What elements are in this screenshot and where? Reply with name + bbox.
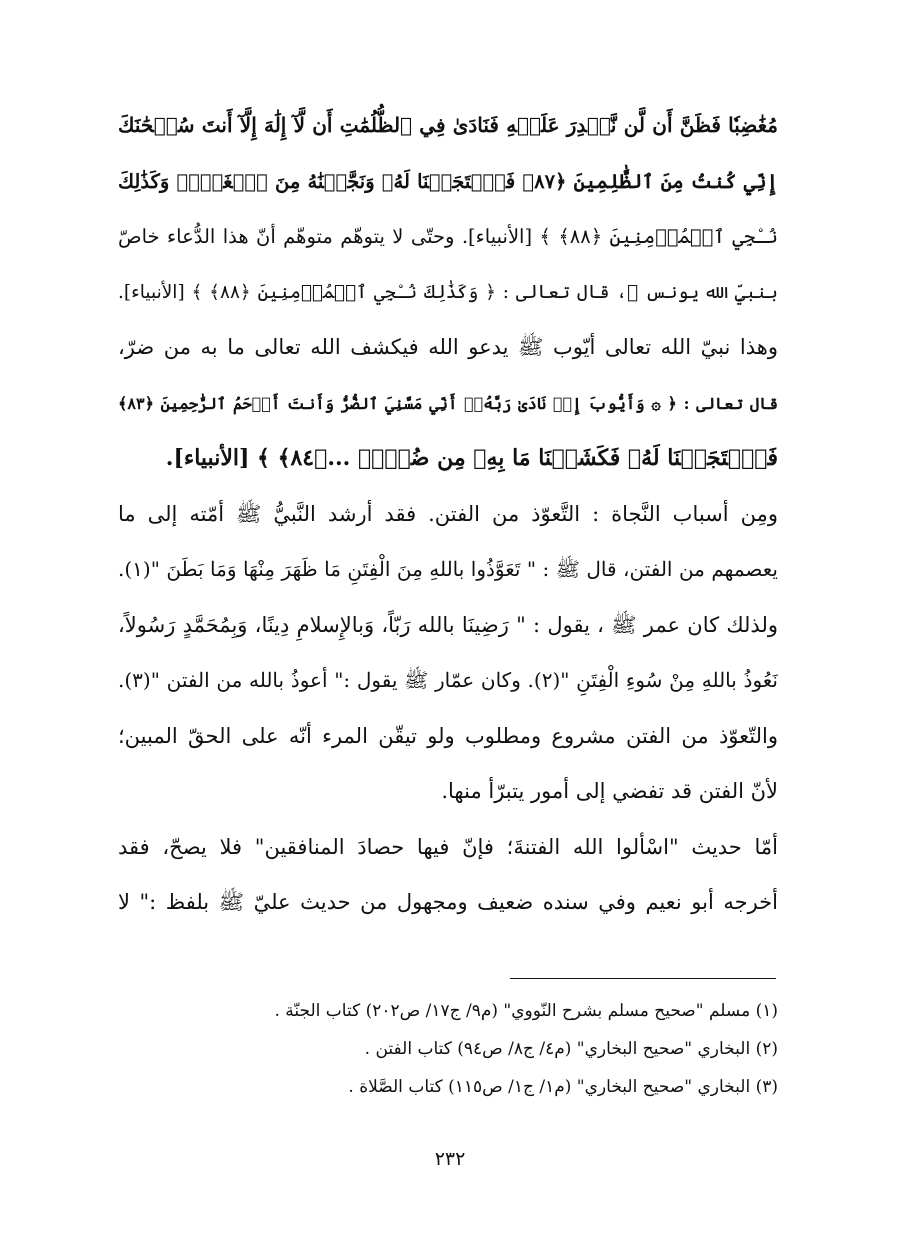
text-line: نَعُوذُ باللهِ مِنْ سُوءِ الْفِتَنِ "(٢). وكان عمّار ﷺ يقول :" أعوذُ بالله من الفتن "(٣). <box>118 668 778 692</box>
text-line: مُغَٰضِبٗا فَظَنَّ أَن لَّن نَّقۡدِرَ عَلَيۡهِ فَنَادَىٰ فِي ٱلظُّلُمَٰتِ أَن لَّآ إِلَٰهَ إِلَّآ أَنتَ سُبۡحَٰنَكَ <box>118 113 778 137</box>
text-line: بنبيِّ الله يونس ﷺ، قال تعالى : ﴿ وَكَذَٰلِكَ نُـۨجِي ٱلۡمُؤۡمِنِينَ ﴿٨٨﴾ ﴾ [الأنبياء]. <box>118 281 778 303</box>
text-line: قال تعالى : ﴿ ۞ وَأَيُّوبَ إِذۡ نَادَىٰ رَبَّهُۥٓ أَنِّي مَسَّنِيَ ٱلضُّرُّ وَأَنتَ أَرۡحَمُ ٱلرَّٰحِمِينَ ﴿٨٣﴾ <box>118 393 778 413</box>
text-line: ومِن أسباب النَّجاة : التَّعوّذ من الفتن. فقد أرشد النَّبيُّ ﷺ أمّته إلى ما <box>118 501 778 526</box>
footnote-3: (٣) البخاري "صحيح البخاري" (م١/ ج١/ ص١١٥) كتاب الصَّلاة . <box>348 1077 778 1097</box>
footnote-1: (١) مسلم "صحيح مسلم بشرح النّووي" (م٩/ ج١٧/ ص٢٠٢) كتاب الجنّة . <box>274 1001 778 1021</box>
text-line: نُـۨجِي ٱلۡمُؤۡمِنِينَ ﴿٨٨﴾ ﴾ [الأنبياء]. وحتّى لا يتوهّم متوهّم أنّ هذا الدُّعاء خاصّ <box>118 225 778 248</box>
text-line: أخرجه أبو نعيم وفي سنده ضعيف ومجهول من حديث عليّ ﷺ بلفظ :" لا <box>118 890 778 914</box>
text-line: والتّعوّذ من الفتن مشروع ومطلوب ولو تيقّن المرء أنّه على الحقّ المبين؛ <box>118 723 778 748</box>
text-line: فَٱسۡتَجَبۡنَا لَهُۥ فَكَشَفۡنَا مَا بِهِۦ مِن ضُرّٖۖ ...﴿٨٤﴾ ﴾ [الأنبياء]. <box>165 445 778 471</box>
footnote-divider <box>510 978 776 979</box>
text-line: أمّا حديث "اسْألوا الله الفتنةَ؛ فإنّ فيها حصادَ المنافقين" فلا يصحّ، فقد <box>118 834 778 859</box>
footnote-2: (٢) البخاري "صحيح البخاري" (م٤/ ج٨/ ص٩٤) كتاب الفتن . <box>364 1039 778 1059</box>
page-number: ٢٣٢ <box>434 1148 466 1170</box>
text-line: ولذلك كان عمر ﷺ ، يقول : " رَضِينَا بالله رَبّاً، وَبالإِسلامِ دِينًا، وَبِمُحَمَّدٍ رَسُولاً، <box>118 612 778 637</box>
text-line: إِنِّي كُنتُ مِنَ ٱلظَّٰلِمِينَ ﴿٨٧﴾ فَٱسۡتَجَبۡنَا لَهُۥ وَنَجَّيۡنَٰهُ مِنَ ٱلۡغَمِّۚ وَكَذَٰلِكَ <box>118 169 778 193</box>
text-line: لأنّ الفتن قد تفضي إلى أمور يتبرّأ منها. <box>441 779 778 803</box>
text-line: يعصمهم من الفتن، قال ﷺ : " تَعَوَّذُوا باللهِ مِنَ الْفِتَنِ مَا ظَهَرَ مِنْهَا وَمَا بَطَنَ "(١). <box>118 557 778 581</box>
text-line: وهذا نبيّ الله تعالى أيّوب ﷺ يدعو الله فيكشف الله تعالى ما به من ضرّ، <box>118 335 778 359</box>
main-text <box>118 98 778 931</box>
footnotes <box>200 992 778 1106</box>
